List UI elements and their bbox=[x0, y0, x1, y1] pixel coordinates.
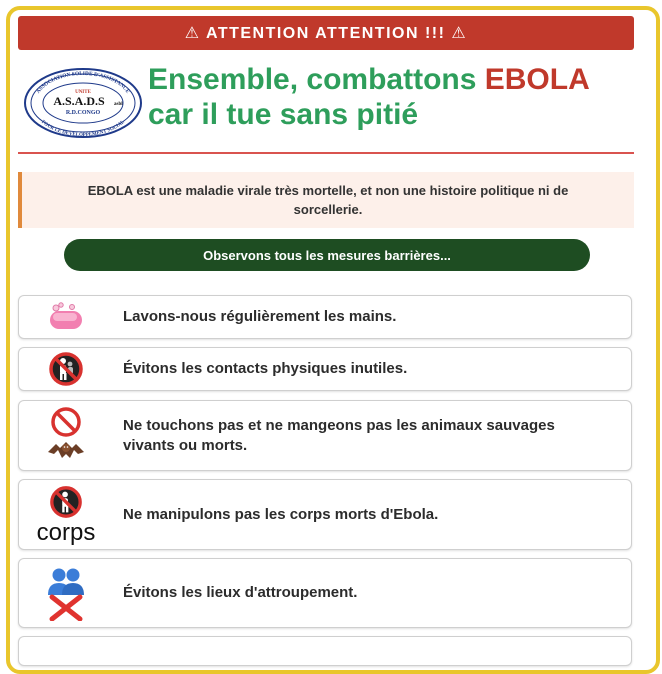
measure-item-handwash bbox=[18, 295, 632, 339]
notice-text: EBOLA est une maladie virale très mortelle, et non une histoire politique ni de sorcellerie. bbox=[87, 183, 569, 217]
section-divider bbox=[18, 152, 634, 154]
measure-text: Ne manipulons pas les corps morts d'Ebola. bbox=[123, 505, 439, 523]
measure-item-next bbox=[18, 636, 632, 666]
measure-text: Lavons-nous régulièrement les mains. bbox=[123, 308, 397, 325]
measure-item-crowds bbox=[18, 558, 632, 628]
headline bbox=[148, 62, 628, 132]
no-bodies-icon bbox=[19, 480, 113, 549]
logo-arc-bottom: POUR LE DEVELOPPEMENT SOCIAL bbox=[40, 119, 126, 139]
soap-icon bbox=[19, 296, 113, 338]
measure-item-animals bbox=[18, 400, 632, 471]
logo-name: A.S.A.D.S bbox=[53, 94, 105, 108]
measure-item-bodies bbox=[18, 479, 632, 550]
no-contact-icon bbox=[19, 348, 113, 390]
attention-banner: ⚠ ATTENTION ATTENTION !!! ⚠ bbox=[18, 16, 634, 50]
logo-suffix: asbl bbox=[114, 102, 123, 107]
no-crowds-icon bbox=[19, 559, 113, 627]
measure-text: Ne touchons pas et ne mangeons pas les animaux sauvages vivants ou morts. bbox=[123, 416, 555, 454]
headline-prefix: Ensemble, combattons bbox=[148, 63, 485, 96]
measure-text: Évitons les contacts physiques inutiles. bbox=[123, 360, 408, 377]
asads-logo bbox=[22, 66, 144, 140]
notice-box bbox=[18, 172, 634, 228]
headline-line2: car il tue sans pitié bbox=[148, 98, 419, 131]
logo-arc-top: ASSOCIATION SOLIDE D'ASSISTANCE bbox=[35, 70, 131, 95]
headline-ebola: EBOLA bbox=[484, 63, 590, 96]
icon-label-corps: corps bbox=[36, 518, 96, 546]
measure-text: Évitons les lieux d'attroupement. bbox=[123, 584, 358, 601]
barrier-measures-button[interactable]: Observons tous les mesures barrières... bbox=[64, 239, 590, 271]
measure-item-contact bbox=[18, 347, 632, 391]
logo-unit: UNITE bbox=[75, 90, 91, 95]
logo-country: R.D.CONGO bbox=[65, 110, 101, 116]
no-wild-animals-icon bbox=[19, 401, 113, 470]
